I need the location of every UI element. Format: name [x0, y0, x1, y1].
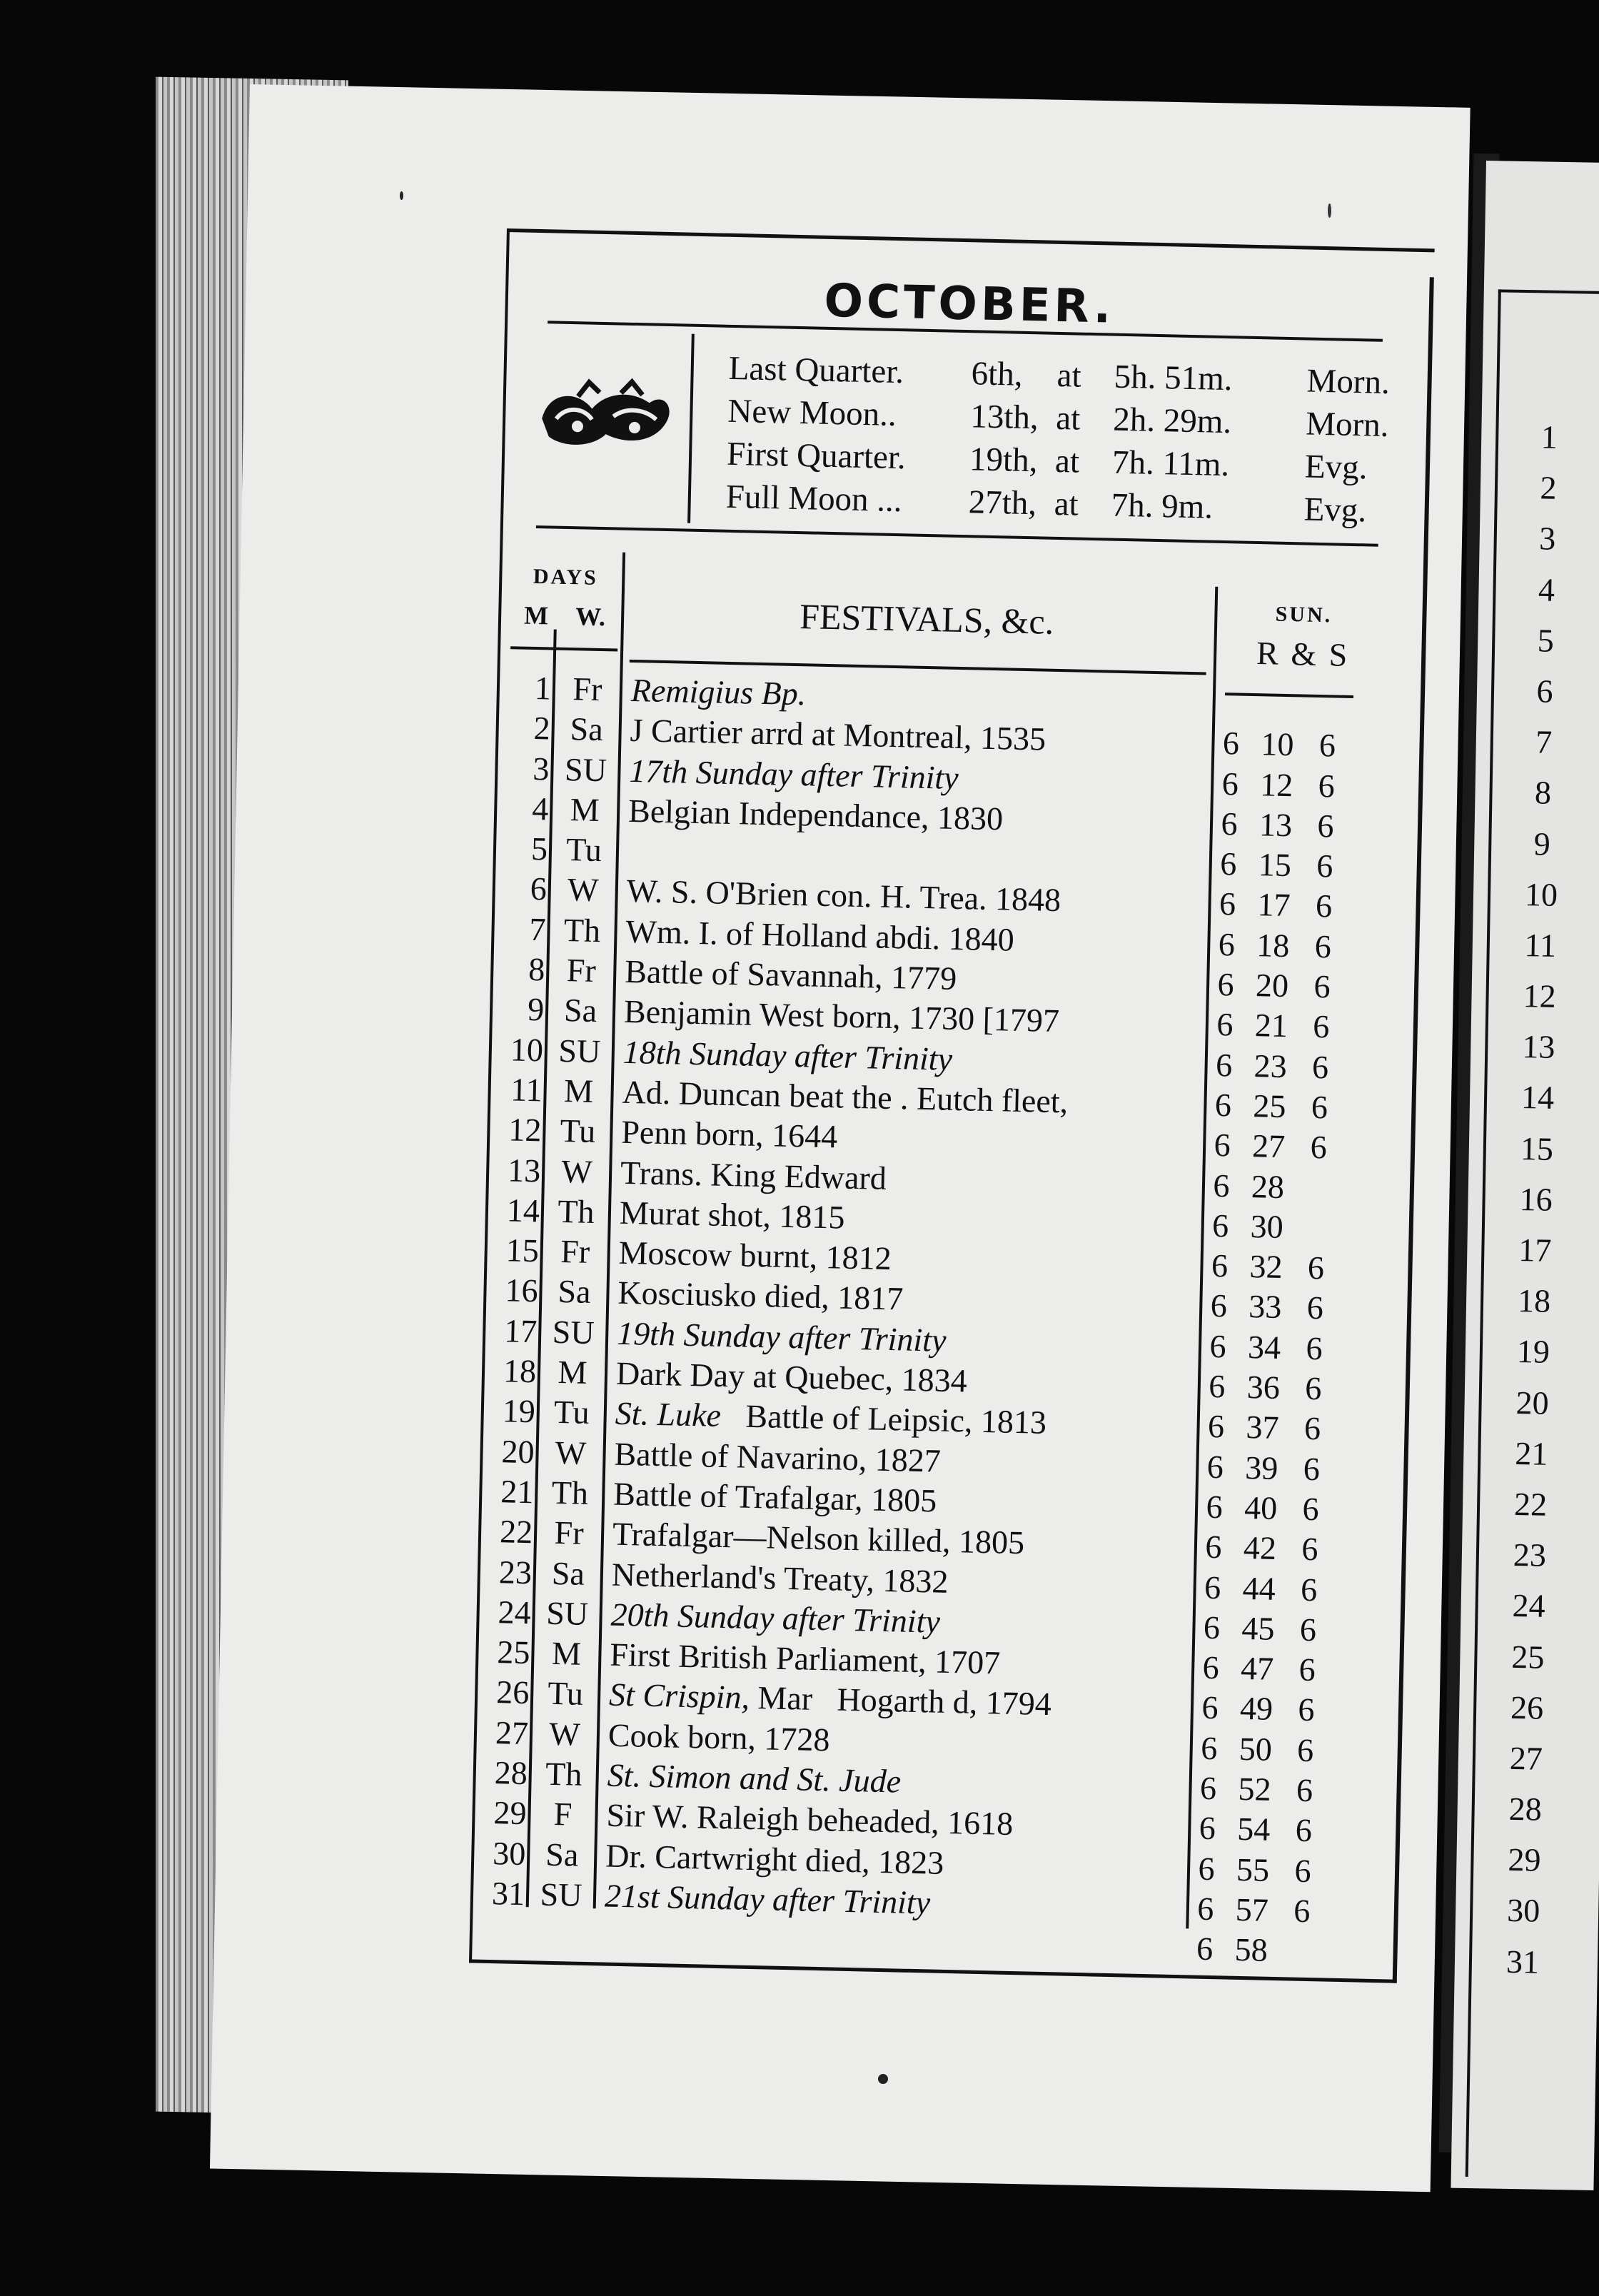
day-of-week: Fr: [560, 1233, 590, 1271]
phase-time: 7h. 11m.: [1111, 443, 1230, 484]
festival-text: Trafalgar—Nelson killed, 1805: [612, 1515, 1025, 1561]
festival-text: Murat shot, 1815: [619, 1194, 846, 1236]
sunrise-hour: 6: [1207, 1408, 1225, 1445]
phase-period: Evg.: [1304, 448, 1368, 487]
day-of-week: Sa: [557, 1273, 592, 1311]
day-of-week: F: [553, 1796, 572, 1833]
sunset-hour: 6: [1304, 1369, 1322, 1407]
day-of-week: Sa: [570, 710, 604, 748]
sunrise-minute: 37: [1246, 1409, 1280, 1446]
festival-text: W. S. O'Brien con. H. Trea. 1848: [626, 872, 1061, 919]
sunrise-minute: 10: [1260, 725, 1295, 763]
day-of-month: 11: [510, 1071, 543, 1109]
sunrise-minute: 58: [1234, 1931, 1268, 1969]
day-of-month: 10: [510, 1031, 544, 1069]
sunrise-minute: 21: [1254, 1007, 1288, 1044]
day-of-month: 22: [499, 1513, 533, 1551]
sunrise-minute: 17: [1257, 886, 1291, 924]
adjacent-day-number: 23: [1513, 1536, 1547, 1574]
sunrise-hour: 6: [1222, 725, 1240, 762]
festival-text: 21st Sunday after Trinity: [604, 1877, 931, 1921]
sunrise-minute: 42: [1243, 1529, 1277, 1567]
sunrise-hour: 6: [1221, 805, 1239, 842]
sunrise-hour: 6: [1206, 1448, 1224, 1485]
day-of-week: Sa: [545, 1836, 579, 1873]
phase-day: 19th,: [969, 440, 1038, 480]
day-of-month: 20: [501, 1432, 535, 1470]
sunrise-hour: 6: [1211, 1207, 1229, 1244]
festival-text: Trans. King Edward: [620, 1154, 887, 1197]
sunrise-hour: 6: [1210, 1287, 1228, 1324]
adjacent-day-number: 4: [1538, 570, 1555, 608]
sunrise-hour: 6: [1208, 1367, 1226, 1405]
adjacent-day-number: 26: [1510, 1688, 1544, 1726]
day-of-month: 25: [496, 1633, 531, 1671]
sunrise-minute: 32: [1249, 1248, 1283, 1286]
sunset-hour: 6: [1318, 727, 1336, 764]
day-of-month: 7: [529, 910, 547, 948]
sunrise-minute: 49: [1239, 1690, 1273, 1728]
sunrise-minute: 12: [1259, 765, 1293, 803]
day-of-month: 21: [500, 1473, 534, 1511]
day-of-month: 17: [503, 1312, 538, 1350]
adjacent-day-number: 31: [1505, 1943, 1540, 1980]
day-of-month: 2: [533, 710, 551, 747]
festival-text: Dark Day at Quebec, 1834: [615, 1354, 968, 1399]
sunrise-minute: 18: [1256, 926, 1290, 964]
day-of-week: M: [558, 1353, 588, 1391]
sunset-hour: 6: [1315, 887, 1333, 925]
sunrise-minute: 44: [1242, 1569, 1276, 1607]
day-of-month: 3: [532, 750, 550, 787]
festival-text: St Crispin,: [608, 1676, 750, 1716]
sunset-hour: 6: [1316, 807, 1335, 845]
phase-name: First Quarter.: [726, 435, 907, 477]
day-of-week: Th: [545, 1755, 582, 1793]
month-weekday-header: [517, 600, 620, 632]
paper-speck: [878, 2074, 888, 2084]
sunrise-hour: 6: [1203, 1608, 1221, 1646]
festival-text: 20th Sunday after Trinity: [610, 1596, 941, 1640]
adjacent-day-number: 1: [1540, 418, 1558, 455]
day-of-month: 31: [491, 1875, 525, 1913]
sunrise-hour: 6: [1199, 1810, 1216, 1847]
day-of-week: SU: [552, 1313, 595, 1351]
festival-text: First British Parliament, 1707: [609, 1636, 1001, 1681]
festival-text: 17th Sunday after Trinity: [628, 752, 959, 796]
phase-at: at: [1055, 399, 1081, 438]
festival-text: Kosciusko died, 1817: [617, 1274, 904, 1317]
sunset-hour: 6: [1296, 1731, 1314, 1768]
sunrise-minute: 54: [1236, 1811, 1271, 1848]
day-of-week: Tu: [560, 1112, 596, 1150]
day-of-week: SU: [558, 1032, 601, 1069]
paper-speck: [400, 191, 403, 200]
adjacent-day-number: 21: [1514, 1434, 1548, 1472]
sunrise-minute: 28: [1251, 1167, 1285, 1205]
day-of-month: 14: [506, 1192, 540, 1229]
adjacent-day-number: 19: [1516, 1333, 1550, 1371]
paper-speck: [1328, 203, 1331, 218]
sunrise-hour: 6: [1204, 1569, 1221, 1606]
sunrise-minute: 20: [1255, 967, 1289, 1004]
adjacent-day-number: 28: [1508, 1790, 1543, 1828]
day-of-month: 30: [492, 1834, 526, 1872]
sunrise-minute: 47: [1240, 1650, 1274, 1688]
sunrise-minute: 25: [1252, 1087, 1286, 1125]
festival-text: Benjamin West born, 1730 [1797: [623, 993, 1060, 1039]
phase-time: 7h. 9m.: [1111, 486, 1214, 526]
sunset-hour: 6: [1293, 1892, 1311, 1930]
sunrise-hour: 6: [1211, 1247, 1229, 1284]
day-of-month: 12: [508, 1111, 543, 1149]
adjacent-day-number: 18: [1517, 1282, 1551, 1319]
sunset-hour: 6: [1295, 1811, 1313, 1849]
festival-text: 18th Sunday after Trinity: [622, 1033, 953, 1077]
phase-time: 2h. 29m.: [1112, 401, 1232, 441]
sunset-hour: 6: [1297, 1691, 1316, 1728]
month-day-header: M: [523, 600, 549, 630]
day-of-week: W: [548, 1715, 581, 1753]
sunrise-hour: 6: [1219, 885, 1236, 922]
weekday-header: W.: [575, 602, 606, 632]
sunset-hour: 6: [1312, 1008, 1330, 1045]
sunrise-hour: [1218, 683, 1246, 684]
sunrise-hour: 6: [1218, 925, 1236, 963]
festival-text: Belgian Independance, 1830: [627, 792, 1004, 837]
sunset-hour: 6: [1314, 927, 1332, 965]
day-of-month: 1: [534, 670, 552, 707]
adjacent-day-number: 7: [1535, 723, 1553, 760]
sunset-hour: 6: [1294, 1852, 1312, 1889]
sunset-hour: 6: [1313, 968, 1331, 1005]
adjacent-day-number: 8: [1534, 774, 1552, 812]
festival-text: Wm. I. of Holland abdi. 1840: [625, 912, 1015, 958]
sunrise-minute: 52: [1238, 1770, 1272, 1808]
sunrise-minute: 13: [1258, 806, 1293, 844]
day-of-month: 13: [507, 1151, 541, 1189]
day-of-week: Tu: [565, 831, 602, 869]
day-of-week: Fr: [554, 1514, 585, 1552]
adjacent-day-number: 12: [1523, 977, 1557, 1014]
sunrise-minute: 27: [1251, 1127, 1286, 1165]
adjacent-day-number: 30: [1506, 1892, 1540, 1930]
adjacent-day-number: 10: [1524, 875, 1558, 913]
day-of-month: 18: [503, 1352, 537, 1390]
sunset-hour: 6: [1302, 1490, 1320, 1528]
festival-text: Battle of Navarino, 1827: [614, 1435, 942, 1479]
sunset-hour: 6: [1299, 1611, 1317, 1648]
adjacent-day-number: 22: [1513, 1485, 1548, 1523]
adjacent-day-number: 14: [1520, 1079, 1555, 1117]
festival-text: Battle of Trafalgar, 1805: [612, 1475, 937, 1519]
day-of-month: 24: [498, 1593, 532, 1631]
sunset-hour: [1299, 1207, 1335, 1208]
phase-day: 27th,: [968, 483, 1037, 523]
adjacent-day-number: 9: [1533, 825, 1551, 862]
adjacent-day-number: 16: [1519, 1180, 1553, 1218]
phase-at: at: [1054, 485, 1079, 523]
sunrise-hour: 6: [1216, 1006, 1234, 1043]
day-of-week: M: [551, 1634, 582, 1672]
day-of-week: M: [563, 1072, 594, 1109]
sunrise-minute: 45: [1241, 1609, 1276, 1647]
adjacent-day-number: 29: [1508, 1841, 1541, 1878]
festival-text: Ad. Duncan beat the . Eutch fleet,: [622, 1073, 1069, 1120]
festival-text: 19th Sunday after Trinity: [616, 1314, 947, 1359]
sunset-hour: 6: [1300, 1571, 1318, 1608]
phase-name: Full Moon ...: [725, 478, 903, 520]
festival-text: Moscow burnt, 1812: [618, 1234, 892, 1277]
scorpio-sign-icon: [534, 376, 678, 460]
festival-text: Battle of Savannah, 1779: [624, 952, 957, 997]
festival-text: Dr. Cartwright died, 1823: [605, 1837, 944, 1881]
sunrise-minute: 40: [1244, 1489, 1278, 1526]
festival-extra-text: Battle of Leipsic, 1813: [720, 1397, 1047, 1441]
month-title: OCTOBER.: [823, 274, 1115, 334]
sunrise-hour: 6: [1209, 1327, 1227, 1365]
sunrise-hour: 6: [1214, 1086, 1232, 1124]
sunrise-hour: 6: [1215, 1046, 1233, 1084]
festival-text: Cook born, 1728: [607, 1716, 830, 1758]
sunrise-hour: 6: [1198, 1850, 1216, 1887]
festival-text: St. Luke: [615, 1395, 722, 1434]
day-of-month: 15: [505, 1232, 540, 1269]
adjacent-day-number: 11: [1524, 926, 1557, 964]
day-of-week: W: [555, 1434, 587, 1471]
adjacent-day-number: 25: [1510, 1638, 1545, 1676]
day-of-week: Fr: [572, 670, 602, 708]
sunrise-minute: 23: [1254, 1047, 1288, 1084]
day-of-month: 9: [527, 991, 545, 1028]
phase-name: New Moon..: [727, 392, 897, 433]
sunrise-minute: 57: [1235, 1890, 1269, 1928]
day-of-week: Tu: [547, 1675, 584, 1713]
day-of-week: Fr: [566, 952, 597, 990]
day-of-month: 26: [495, 1673, 530, 1711]
sunrise-sunset-header: R & S: [1256, 635, 1350, 673]
sunset-hour: 6: [1316, 847, 1333, 885]
day-of-week: SU: [545, 1594, 589, 1632]
sunrise-hour: 6: [1202, 1648, 1220, 1686]
sun-header: SUN.: [1275, 602, 1333, 628]
day-of-month: 6: [530, 870, 548, 907]
day-of-week: W: [560, 1152, 593, 1190]
day-of-week: SU: [540, 1875, 583, 1913]
festivals-header: FESTIVALS, &c.: [799, 596, 1054, 642]
sunset-hour: 6: [1306, 1329, 1323, 1367]
sunrise-minute: 34: [1247, 1328, 1281, 1366]
sunset-hour: 6: [1311, 1088, 1328, 1126]
adjacent-day-number: 2: [1540, 469, 1557, 506]
day-of-month: 29: [493, 1794, 528, 1832]
phase-day: 6th,: [971, 355, 1024, 393]
festival-text: Remigius Bp.: [630, 671, 807, 713]
day-of-week: W: [567, 871, 600, 909]
phase-period: Morn.: [1306, 362, 1391, 402]
festival-text: Netherland's Treaty, 1832: [611, 1556, 949, 1600]
day-of-week: Th: [563, 911, 601, 949]
sunrise-minute: 55: [1236, 1851, 1270, 1888]
sunset-hour: 6: [1303, 1450, 1321, 1487]
festival-extra-text: Mar Hogarth d, 1794: [749, 1679, 1052, 1723]
day-of-month: 8: [528, 950, 545, 988]
days-header: DAYS: [533, 564, 599, 590]
sunrise-minute: 15: [1258, 846, 1292, 884]
sunrise-minute: 33: [1248, 1288, 1282, 1326]
sunrise-hour: 6: [1219, 845, 1237, 882]
sunrise-minute: 39: [1244, 1449, 1278, 1486]
sunrise-hour: 6: [1200, 1729, 1218, 1766]
day-of-week: Th: [557, 1192, 595, 1230]
day-of-month: 19: [502, 1392, 536, 1430]
sunset-hour: 6: [1307, 1249, 1325, 1287]
sunrise-hour: 6: [1199, 1769, 1217, 1807]
sunset-hour: 6: [1298, 1651, 1316, 1688]
sunset-hour: [1311, 685, 1346, 686]
sunrise-hour: 6: [1196, 1930, 1214, 1968]
festival-text: Sir W. Raleigh beheaded, 1618: [605, 1796, 1014, 1843]
sunset-hour: [1283, 1931, 1319, 1932]
sunrise-hour: 6: [1196, 1890, 1214, 1928]
day-of-month: 5: [530, 830, 548, 867]
phase-at: at: [1054, 442, 1080, 480]
phase-period: Evg.: [1303, 490, 1367, 530]
day-of-week: Sa: [551, 1554, 585, 1592]
day-of-week: Sa: [563, 992, 597, 1029]
day-of-week: Th: [551, 1474, 589, 1511]
festival-text: Penn born, 1644: [620, 1114, 838, 1155]
adjacent-day-number: 15: [1520, 1129, 1554, 1167]
adjacent-day-number: 20: [1515, 1384, 1550, 1421]
sunrise-hour: 6: [1206, 1488, 1224, 1526]
adjacent-day-number: 24: [1512, 1587, 1546, 1625]
day-of-week: M: [570, 791, 600, 828]
day-of-month: 23: [498, 1553, 533, 1591]
sunrise-hour: 6: [1214, 1127, 1231, 1164]
sunset-hour: 6: [1318, 767, 1336, 805]
day-of-week: SU: [564, 750, 607, 788]
day-of-month: 16: [504, 1272, 539, 1309]
sunrise-hour: 6: [1201, 1689, 1219, 1726]
festival-text: St. Simon and St. Jude: [607, 1756, 902, 1800]
phase-at: at: [1056, 356, 1082, 395]
adjacent-day-number: 5: [1537, 622, 1555, 659]
sunrise-hour: 6: [1221, 765, 1239, 802]
sunset-hour: 6: [1296, 1771, 1313, 1809]
adjacent-day-number: 6: [1536, 673, 1553, 710]
adjacent-day-number: 3: [1538, 520, 1556, 558]
day-of-month: 4: [531, 790, 549, 827]
sunset-hour: 6: [1306, 1289, 1324, 1326]
phase-name: Last Quarter.: [728, 349, 904, 391]
sunset-hour: [1301, 1167, 1336, 1168]
festival-text: J Cartier arrd at Montreal, 1535: [630, 712, 1046, 757]
sunrise-minute: 30: [1250, 1207, 1284, 1245]
sunrise-minute: 50: [1239, 1730, 1273, 1768]
adjacent-day-number: 13: [1521, 1028, 1555, 1066]
phase-day: 13th,: [969, 398, 1039, 437]
day-of-month: 28: [494, 1754, 528, 1792]
sunset-hour: 6: [1303, 1410, 1321, 1447]
sunset-hour: 6: [1310, 1129, 1328, 1166]
sunset-hour: 6: [1311, 1048, 1329, 1086]
day-of-week: Tu: [553, 1394, 590, 1431]
sunrise-minute: 36: [1246, 1369, 1281, 1406]
adjacent-day-number: 27: [1509, 1739, 1543, 1777]
sunrise-hour: 6: [1212, 1167, 1231, 1204]
phase-time: 5h. 51m.: [1114, 358, 1234, 398]
day-of-month: 27: [495, 1713, 529, 1751]
almanac-table: [469, 668, 1396, 1973]
sunrise-hour: 6: [1204, 1529, 1223, 1566]
adjacent-day-number: 17: [1518, 1232, 1552, 1269]
sunset-hour: 6: [1301, 1530, 1318, 1568]
phase-period: Morn.: [1305, 405, 1390, 445]
almanac-month-card: [469, 228, 1435, 1983]
sunrise-hour: 6: [1217, 966, 1235, 1003]
